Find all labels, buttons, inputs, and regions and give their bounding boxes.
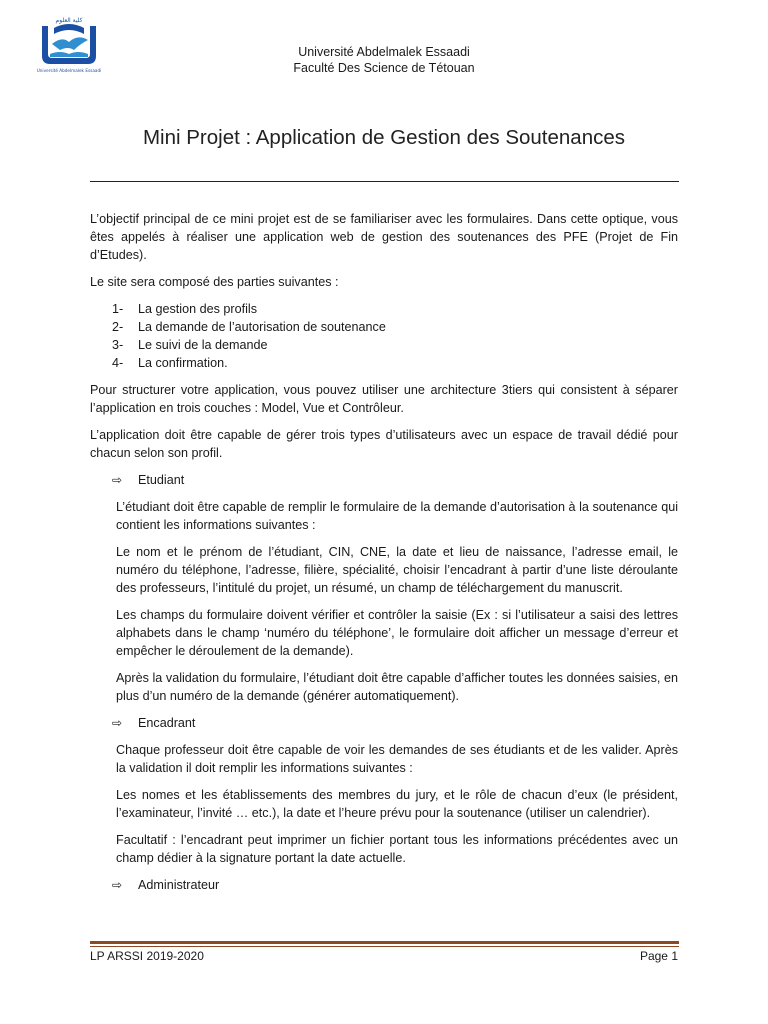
objective-paragraph: L’objectif principal de ce mini projet est de se familiariser avec les formulaires. Dans cette optique, vous êtes appelés à réaliser une application web de gestion des soutenances des PFE (Projet de Fin d’Etudes). (90, 212, 678, 262)
list-item-number: 2- (112, 320, 124, 334)
arrow-right-icon: ⇨ (112, 878, 123, 892)
parts-list (90, 300, 678, 372)
list-item (90, 300, 678, 318)
footer-course-label: LP ARSSI 2019-2020 (90, 949, 204, 963)
encadrant-paragraph-2: Les nomes et les établissements des membres du jury, et le rôle de chacun d’eux (le président, l’examinateur, l’invité … etc.), la date et l’heure prévu pour la soutenance (utiliser un calendrier). (116, 788, 678, 820)
list-item-label: La gestion des profils (138, 302, 258, 316)
etudiant-paragraph-4: Après la validation du formulaire, l’étudiant doit être capable d’afficher toutes les données saisies, en plus d’un numéro de la demande (générer automatiquement). (116, 671, 678, 703)
list-item-number: 4- (112, 356, 124, 370)
parts-intro: Le site sera composé des parties suivantes : (90, 275, 339, 289)
footer-divider (90, 941, 679, 944)
list-item (90, 318, 678, 336)
list-item-number: 1- (112, 302, 124, 316)
university-name: Université Abdelmalek Essaadi (298, 45, 470, 59)
section-heading-encadrant (90, 714, 678, 732)
list-item-label: La confirmation. (138, 356, 228, 370)
list-item (90, 354, 678, 372)
etudiant-paragraph-1: L’étudiant doit être capable de remplir le formulaire de la demande d’autorisation à la soutenance qui contient les informations suivantes : (116, 500, 678, 532)
etudiant-paragraph-3: Les champs du formulaire doivent vérifier et contrôler la saisie (Ex : si l’utilisateur a saisi des lettres alphabets dans le champ ‘numéro du téléphone’, le formulaire doit afficher un message d’erreur et empêcher le déroulement de la demande). (116, 608, 678, 658)
title-divider (90, 181, 679, 182)
section-heading-label: Administrateur (138, 878, 220, 892)
section-heading-label: Etudiant (138, 473, 185, 487)
encadrant-paragraph-3: Facultatif : l’encadrant peut imprimer un fichier portant tous les informations précédentes avec un champ dédier à la signature portant la date actuelle. (116, 833, 678, 865)
list-item-number: 3- (112, 338, 124, 352)
list-item-label: Le suivi de la demande (138, 338, 268, 352)
encadrant-paragraph-1: Chaque professeur doit être capable de voir les demandes de ses étudiants et de les valider. Après la validation il doit remplir les informations suivantes : (116, 743, 678, 775)
section-heading-administrateur (90, 876, 678, 894)
list-item (90, 336, 678, 354)
users-paragraph: L’application doit être capable de gérer trois types d’utilisateurs avec un espace de travail dédié pour chacun selon son profil. (90, 428, 678, 460)
architecture-paragraph: Pour structurer votre application, vous pouvez utiliser une architecture 3tiers qui consistent à séparer l’application en trois couches : Model, Vue et Contrôleur. (90, 383, 678, 415)
section-heading-label: Encadrant (138, 716, 196, 730)
list-item-label: La demande de l’autorisation de soutenance (138, 320, 386, 334)
logo-text-bottom: Université Abdelmalek Essaadi (36, 68, 102, 73)
document-title: Mini Projet : Application de Gestion des Soutenances (142, 126, 626, 149)
document-body (90, 210, 678, 903)
footer-divider-thin (90, 946, 679, 947)
faculty-name: Faculté Des Science de Tétouan (293, 61, 475, 75)
arrow-right-icon: ⇨ (112, 473, 123, 487)
logo-text-top: كلية العلوم (55, 17, 83, 24)
page-number: Page 1 (639, 949, 678, 963)
etudiant-paragraph-2: Le nom et le prénom de l’étudiant, CIN, CNE, la date et lieu de naissance, l’adresse email, le numéro du téléphone, l’adresse, filière, spécialité, choisir l’encadrant à partir d’une liste déroulante des professeurs, l’intitulé du projet, un résumé, un champ de téléchargement du manuscrit. (116, 545, 678, 595)
arrow-right-icon: ⇨ (112, 716, 123, 730)
section-heading-etudiant (90, 471, 678, 489)
